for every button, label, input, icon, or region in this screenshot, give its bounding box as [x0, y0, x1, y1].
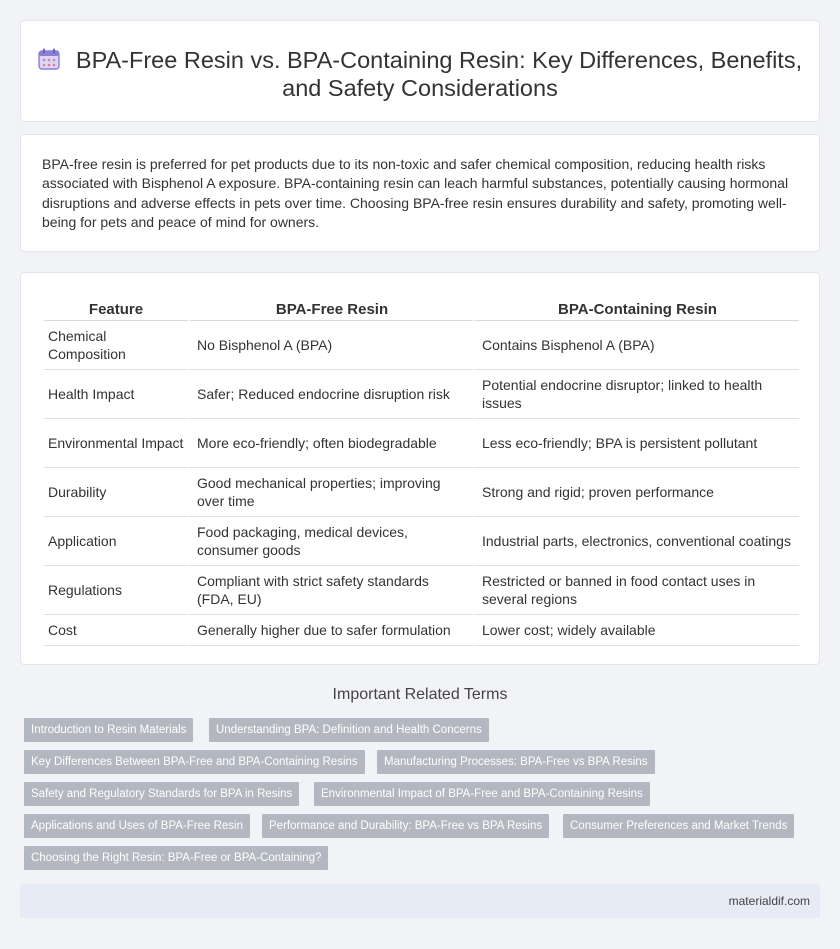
- comparison-table-card: [20, 272, 820, 665]
- cell-feature: Environmental Impact: [44, 419, 188, 468]
- header-bpa-containing: BPA-Containing Resin: [473, 295, 799, 321]
- table-row: [44, 517, 799, 566]
- tag-link[interactable]: Manufacturing Processes: BPA-Free vs BPA Resins: [377, 750, 655, 774]
- tag-link[interactable]: Key Differences Between BPA-Free and BPA-Containing Resins: [24, 750, 365, 774]
- table-row: [44, 566, 799, 615]
- cell-bpa-free: Food packaging, medical devices, consumer goods: [188, 517, 473, 566]
- header-feature: Feature: [44, 295, 188, 321]
- table-row: [44, 468, 799, 517]
- cell-bpa-free: Compliant with strict safety standards (FDA, EU): [188, 566, 473, 615]
- footer-site-link[interactable]: materialdif.com: [728, 894, 810, 908]
- cell-feature: Cost: [44, 615, 188, 646]
- cell-bpa-free: Generally higher due to safer formulation: [188, 615, 473, 646]
- tag-link[interactable]: Introduction to Resin Materials: [24, 718, 193, 742]
- tag-link[interactable]: Choosing the Right Resin: BPA-Free or BPA-Containing?: [24, 846, 328, 870]
- cell-bpa-containing: Strong and rigid; proven performance: [473, 468, 799, 517]
- tag-link[interactable]: Safety and Regulatory Standards for BPA in Resins: [24, 782, 299, 806]
- title-card: [20, 20, 820, 122]
- cell-bpa-free: Good mechanical properties; improving over time: [188, 468, 473, 517]
- cell-feature: Chemical Composition: [44, 321, 188, 370]
- table-row: [44, 321, 799, 370]
- cell-bpa-containing: Less eco-friendly; BPA is persistent pollutant: [473, 419, 799, 468]
- cell-bpa-free: No Bisphenol A (BPA): [188, 321, 473, 370]
- related-terms-title: Important Related Terms: [332, 686, 508, 703]
- cell-bpa-containing: Contains Bisphenol A (BPA): [473, 321, 799, 370]
- table-row: [44, 615, 799, 646]
- page-title: BPA-Free Resin vs. BPA-Containing Resin: Key Differences, Benefits, and Safety Considerations: [75, 47, 803, 101]
- intro-paragraph: BPA-free resin is preferred for pet products due to its non-toxic and safer chemical composition, reducing health risks associated with Bisphenol A exposure. BPA-containing resin can leach harmful substances, potentially causing hormonal disruptions and adverse effects in pets over time. Choosing BPA-free resin ensures durability and safety, promoting well-being for pets and peace of mind for owners.: [42, 156, 789, 230]
- cell-bpa-containing: Industrial parts, electronics, conventional coatings: [473, 517, 799, 566]
- tag-link[interactable]: Environmental Impact of BPA-Free and BPA-Containing Resins: [314, 782, 650, 806]
- table-row: [44, 370, 799, 419]
- cell-bpa-free: More eco-friendly; often biodegradable: [188, 419, 473, 468]
- cell-bpa-free: Safer; Reduced endocrine disruption risk: [188, 370, 473, 419]
- tag-link[interactable]: Consumer Preferences and Market Trends: [563, 814, 794, 838]
- cell-bpa-containing: Potential endocrine disruptor; linked to health issues: [473, 370, 799, 419]
- header-bpa-free: BPA-Free Resin: [188, 295, 473, 321]
- tag-link[interactable]: Understanding BPA: Definition and Health Concerns: [209, 718, 489, 742]
- cell-feature: Durability: [44, 468, 188, 517]
- cell-bpa-containing: Restricted or banned in food contact uses in several regions: [473, 566, 799, 615]
- cell-bpa-containing: Lower cost; widely available: [473, 615, 799, 646]
- cell-feature: Regulations: [44, 566, 188, 615]
- tag-link[interactable]: Performance and Durability: BPA-Free vs BPA Resins: [262, 814, 549, 838]
- cell-feature: Health Impact: [44, 370, 188, 419]
- table-row: [44, 419, 799, 468]
- table-header-row: [44, 295, 799, 321]
- calendar-icon: [38, 48, 60, 70]
- intro-card: [20, 134, 820, 252]
- tag-link[interactable]: Applications and Uses of BPA-Free Resin: [24, 814, 250, 838]
- page-title-wrap: [21, 46, 819, 102]
- cell-feature: Application: [44, 517, 188, 566]
- comparison-table: [44, 295, 799, 646]
- footer: [20, 884, 820, 918]
